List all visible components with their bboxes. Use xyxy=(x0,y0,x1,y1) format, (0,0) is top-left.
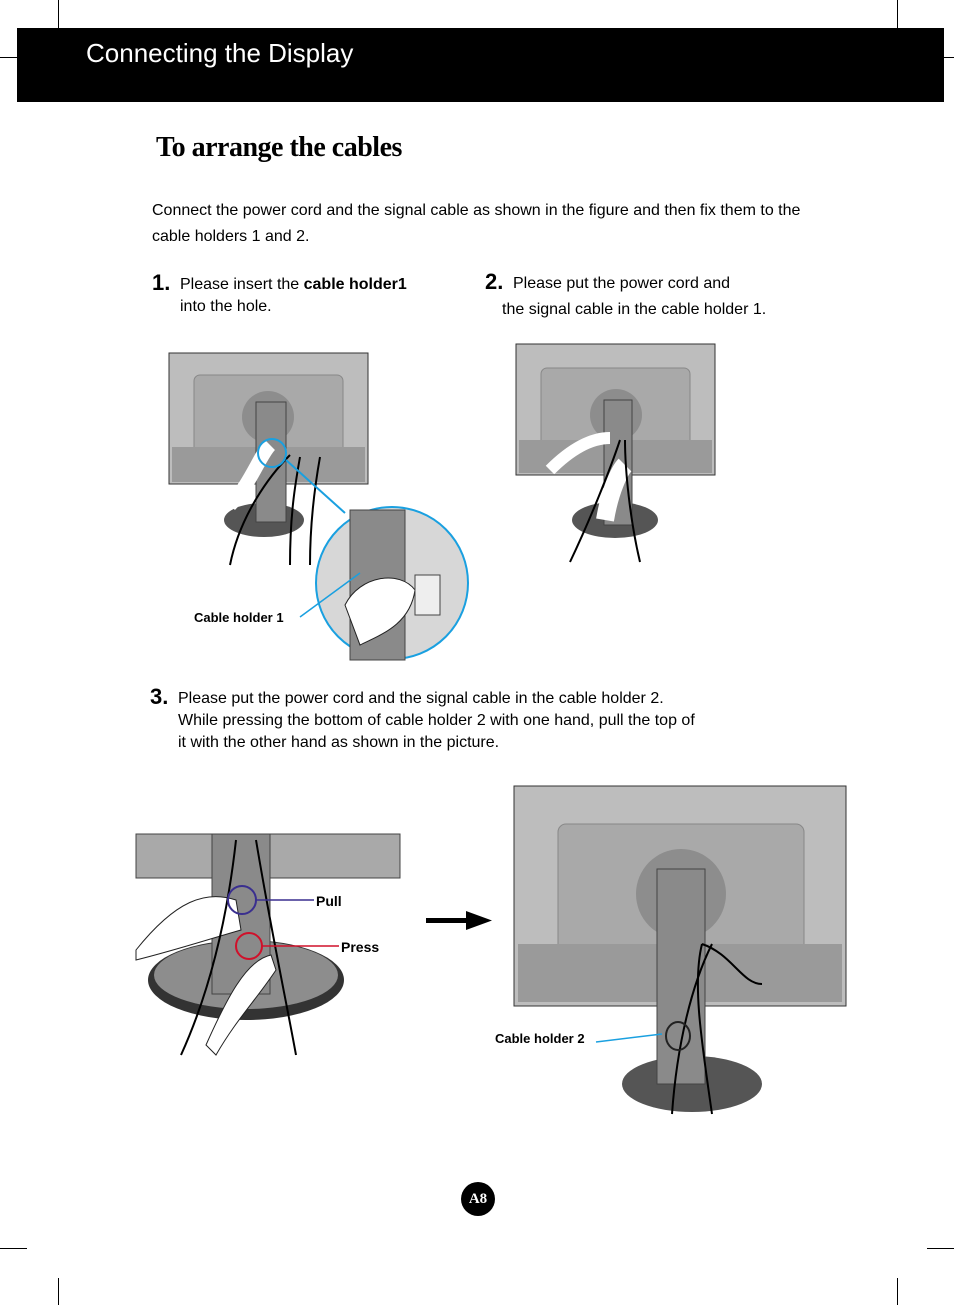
crop-mark xyxy=(0,57,17,58)
label-press: Press xyxy=(341,939,380,955)
step-1-text-after: into the hole. xyxy=(180,298,272,315)
step-3-line1: Please put the power cord and the signal cable in the cable holder 2. xyxy=(178,690,664,707)
label-pull: Pull xyxy=(316,893,342,909)
step-1-number: 1. xyxy=(152,270,171,295)
step-3-line2: While pressing the bottom of cable holder 2 with one hand, pull the top of xyxy=(178,712,695,729)
arrow-right-icon xyxy=(426,910,492,932)
crop-mark xyxy=(897,0,898,28)
crop-mark xyxy=(897,1278,898,1305)
step-2-number: 2. xyxy=(485,269,504,294)
crop-mark xyxy=(927,1248,954,1249)
step-1-text-bold: cable holder1 xyxy=(303,276,407,293)
step-1-text xyxy=(180,274,460,318)
crop-mark xyxy=(0,1248,27,1249)
crop-mark xyxy=(58,0,59,28)
label-cable-holder-1: Cable holder 1 xyxy=(194,610,284,625)
intro-text: Connect the power cord and the signal cable as shown in the figure and then fix them to the cable holders 1 and 2. xyxy=(152,202,801,245)
step-2-line1: Please put the power cord and xyxy=(513,275,731,292)
page-header-title: Connecting the Display xyxy=(86,38,354,68)
step-3-line3: it with the other hand as shown in the picture. xyxy=(178,734,500,751)
step-3-number: 3. xyxy=(150,684,169,709)
figure-cable-holder-1-cables xyxy=(510,340,725,570)
step-2-line2: the signal cable in the cable holder 1. xyxy=(502,301,767,318)
figure-cable-holder-2 xyxy=(512,784,852,1120)
section-title: To arrange the cables xyxy=(156,132,402,163)
crop-mark xyxy=(58,1278,59,1305)
label-cable-holder-2: Cable holder 2 xyxy=(495,1031,585,1046)
page-number-badge: A8 xyxy=(461,1182,495,1216)
step-1-text-before: Please insert the xyxy=(180,276,304,293)
